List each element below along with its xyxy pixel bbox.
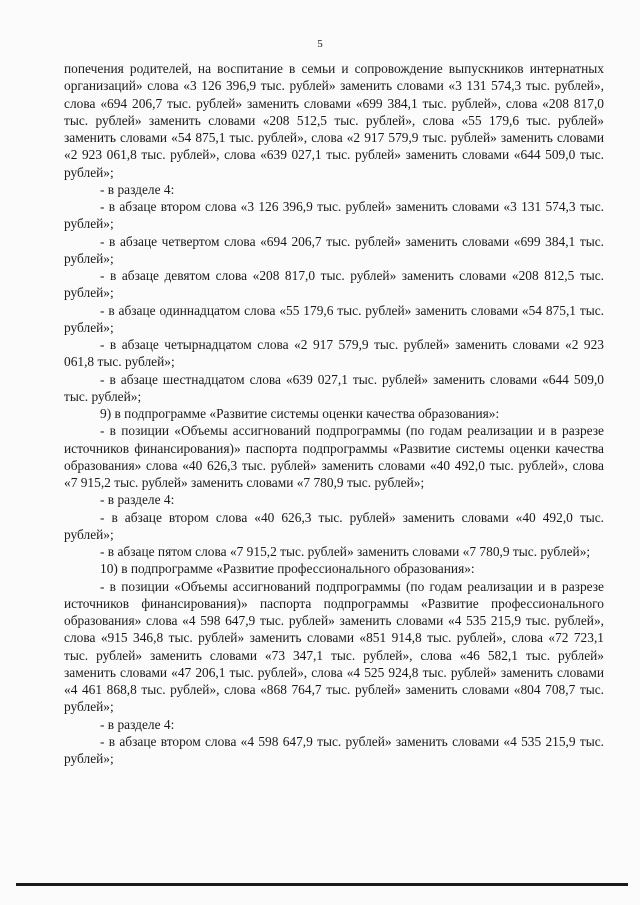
paragraph: - в разделе 4: [100,716,175,732]
scan-edge-rule [16,883,628,886]
paragraph: - в разделе 4: [100,181,175,197]
paragraph: - в абзаце шестнадцатом слова «639 027,1 тыс. рублей» заменить словами «644 509,0 тыс. рублей»; [64,371,604,404]
page-number: 5 [317,38,323,50]
paragraph: - в абзаце девятом слова «208 817,0 тыс. рублей» заменить словами «208 812,5 тыс. рублей»; [64,268,604,301]
paragraph: попечения родителей, на воспитание в семьи и сопровождение выпускников интернатных организаций» слова «3 126 396,9 тыс. рублей» заменить словами «3 131 574,3 тыс. рублей», слова «694 206,7 тыс. рублей» заменить словами «699 384,1 тыс. рублей», слова «208 817,0 тыс. рублей» заменить словами «208 512,5 тыс. рублей», слова «55 179,6 тыс. рублей» заменить словами «54 875,1 тыс. рублей», слова «2 917 579,9 тыс. рублей» заменить словами «2 923 061,8 тыс. рублей», слова «639 027,1 тыс. рублей» заменить словами «644 509,0 тыс. рублей»; [64,61,604,180]
paragraph: - в абзаце втором слова «3 126 396,9 тыс. рублей» заменить словами «3 131 574,3 тыс. рублей»; [64,199,604,232]
paragraph: - в абзаце четырнадцатом слова «2 917 579,9 тыс. рублей» заменить словами «2 923 061,8 тыс. рублей»; [64,337,604,370]
paragraph: - в абзаце пятом слова «7 915,2 тыс. рублей» заменить словами «7 780,9 тыс. рублей»; [100,544,591,559]
paragraph: - в позиции «Объемы ассигнований подпрограммы (по годам реализации и в разрезе источников финансирования)» паспорта подпрограммы «Развитие профессионального образования» слова «4 598 647,9 тыс. рублей» заменить словами «4 535 215,9 тыс. рублей», слова «915 346,8 тыс. рублей» заменить словами «851 914,8 тыс. рублей», слова «72 723,1 тыс. рублей» заменить словами «73 347,1 тыс. рублей», слова «46 582,1 тыс. рублей» заменить словами «47 206,1 тыс. рублей», слова «4 525 924,8 тыс. рублей» заменить словами «4 461 868,8 тыс. рублей», слова «868 764,7 тыс. рублей» заменить словами «804 708,7 тыс. рублей»; [64,578,604,715]
paragraph: - в абзаце втором слова «4 598 647,9 тыс. рублей» заменить словами «4 535 215,9 тыс. рублей»; [64,733,604,766]
paragraph: - в абзаце одиннадцатом слова «55 179,6 тыс. рублей» заменить словами «54 875,1 тыс. рублей»; [64,302,604,335]
paragraph: - в абзаце четвертом слова «694 206,7 тыс. рублей» заменить словами «699 384,1 тыс. рублей»; [64,233,604,266]
paragraph: - в разделе 4: [100,492,175,508]
paragraph: 9) в подпрограмме «Развитие системы оценки качества образования»: [100,406,500,421]
paragraph: - в абзаце втором слова «40 626,3 тыс. рублей» заменить словами «40 492,0 тыс. рублей»; [64,509,604,542]
document-body [64,60,604,767]
paragraph: - в позиции «Объемы ассигнований подпрограммы (по годам реализации и в разрезе источников финансирования)» паспорта подпрограммы «Развитие системы оценки качества образования» слова «40 626,3 тыс. рублей» заменить словами «40 492,0 тыс. рублей», слова «7 915,2 тыс. рублей» заменить словами «7 780,9 тыс. рублей»; [64,423,604,490]
paragraph: 10) в подпрограмме «Развитие профессионального образования»: [100,561,475,577]
